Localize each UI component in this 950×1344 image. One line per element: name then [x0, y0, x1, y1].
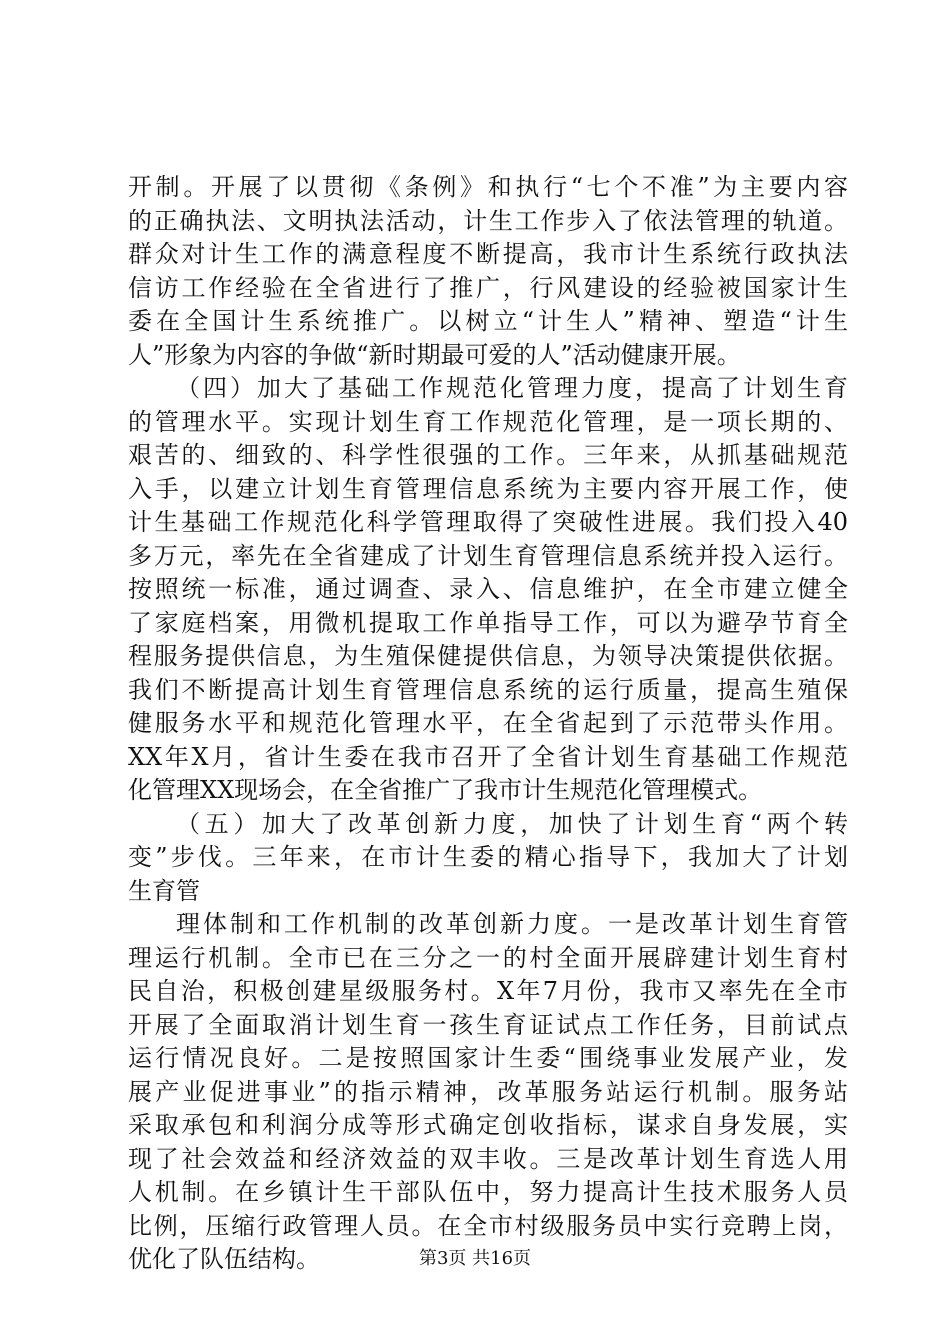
text-line: 展产业促进事业”的指示精神，改革服务站运行机制。服务站	[128, 1077, 848, 1106]
text-line: 健服务水平和规范化管理水平，在全省起到了示范带头作用。	[128, 709, 848, 737]
text-line: 运行情况良好。二是按照国家计生委“围绕事业发展产业，发	[128, 1044, 848, 1072]
text-line: 我们不断提高计划生育管理信息系统的运行质量，提高生殖保	[128, 675, 848, 704]
text-line: 按照统一标准，通过调查、录入、信息维护，在全市建立健全	[128, 575, 848, 603]
text-line: 化管理XX现场会，在全省推广了我市计生规范化管理模式。	[128, 776, 763, 804]
text-line: 理运行机制。全市已在三分之一的村全面开展辟建计划生育村	[128, 943, 848, 972]
text-line: 的正确执法、文明执法活动，计生工作步入了依法管理的轨道。	[128, 206, 848, 235]
text-line: 生育管	[128, 876, 200, 905]
text-line: 优化了队伍结构。	[128, 1245, 320, 1273]
text-line: 民自治，积极创建星级服务村。X年7月份，我市又率先在全市	[128, 977, 848, 1005]
section-heading-line: （五）加大了改革创新力度，加快了计划生育“两个转	[176, 809, 848, 838]
text-line: 人机制。在乡镇计生干部队伍中，努力提高计生技术服务人员	[128, 1178, 848, 1206]
page-number-footer: 第3页 共16页	[418, 1248, 532, 1269]
text-line: 变”步伐。三年来，在市计生委的精心指导下，我加大了计划	[128, 843, 848, 871]
text-line: 现了社会效益和经济效益的双丰收。三是改革计划生育选人用	[128, 1144, 848, 1173]
text-line: 程服务提供信息，为生殖保健提供信息，为领导决策提供依据。	[128, 642, 848, 670]
text-line: 艰苦的、细致的、科学性很强的工作。三年来，从抓基础规范	[128, 441, 848, 469]
text-line: 信访工作经验在全省进行了推广，行风建设的经验被国家计生	[128, 273, 848, 302]
text-line: 了家庭档案，用微机提取工作单指导工作，可以为避孕节育全	[128, 608, 848, 637]
text-line: 开展了全面取消计划生育一孩生育证试点工作任务，目前试点	[128, 1010, 848, 1039]
text-line: 比例，压缩行政管理人员。在全市村级服务员中实行竞聘上岗，	[128, 1211, 848, 1240]
text-line: XX年X月，省计生委在我市召开了全省计划生育基础工作规范	[128, 742, 848, 771]
text-line: 采取承包和利润分成等形式确定创收指标，谋求自身发展，实	[128, 1111, 848, 1139]
text-line: 群众对计生工作的满意程度不断提高，我市计生系统行政执法	[128, 240, 848, 268]
text-line: 的管理水平。实现计划生育工作规范化管理，是一项长期的、	[128, 407, 848, 436]
section-heading-line: （四）加大了基础工作规范化管理力度，提高了计划生育	[176, 374, 848, 402]
text-line: 入手，以建立计划生育管理信息系统为主要内容开展工作，使	[128, 474, 848, 503]
text-line: 人”形象为内容的争做“新时期最可爱的人”活动健康开展。	[128, 340, 741, 369]
body-text	[128, 171, 848, 1277]
text-line: 委在全国计生系统推广。以树立“计生人”精神、塑造“计生	[128, 307, 848, 335]
text-line: 计生基础工作规范化科学管理取得了突破性进展。我们投入40	[128, 508, 848, 536]
text-line: 开制。开展了以贯彻《条例》和执行“七个不准”为主要内容	[128, 173, 848, 201]
text-line: 理体制和工作机制的改革创新力度。一是改革计划生育管	[176, 910, 848, 938]
text-line: 多万元，率先在全省建成了计划生育管理信息系统并投入运行。	[128, 541, 848, 570]
